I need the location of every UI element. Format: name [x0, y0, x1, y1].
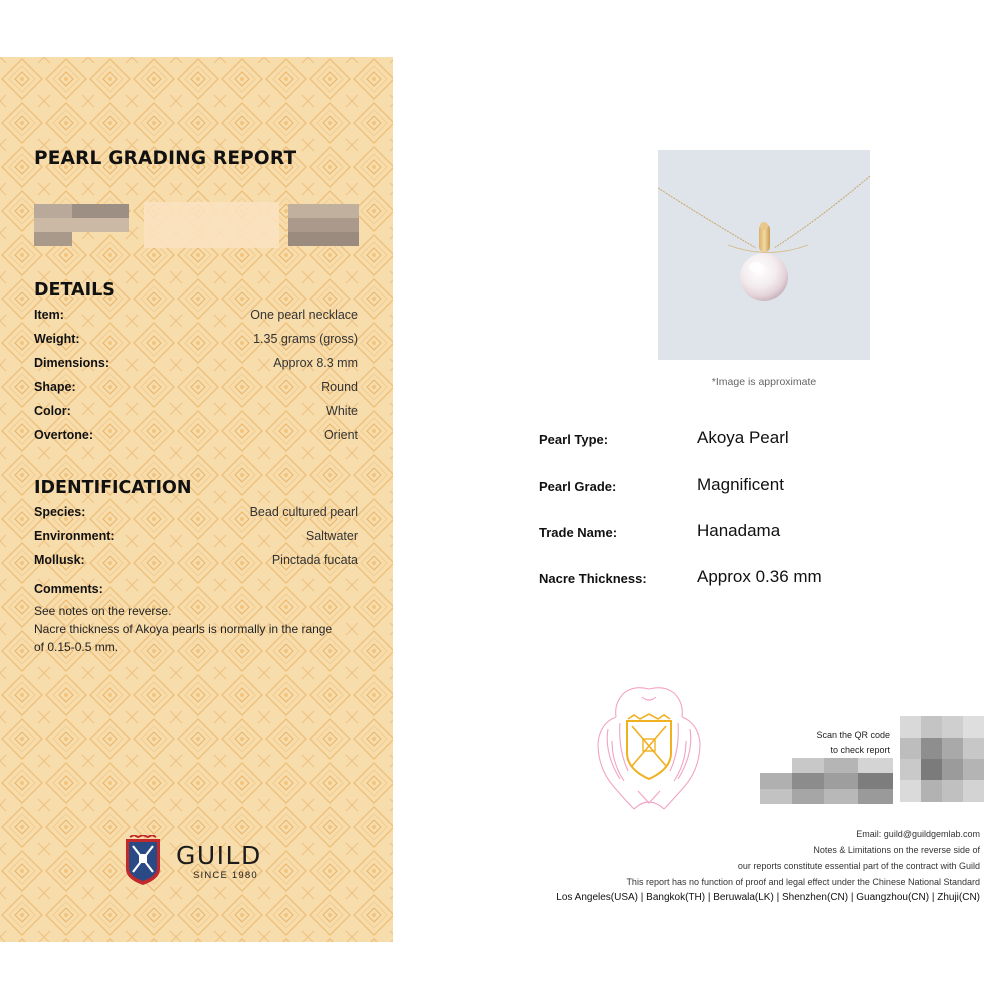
identification-label: Mollusk:	[34, 553, 85, 567]
report-title: PEARL GRADING REPORT	[34, 148, 297, 169]
detail-row-overtone	[34, 428, 358, 448]
footer-note: our reports constitute essential part of the contract with Guild	[737, 861, 980, 871]
redacted-qr-code[interactable]	[900, 716, 984, 802]
comments-text	[34, 602, 364, 656]
detail-row-color	[34, 404, 358, 424]
spec-label: Pearl Grade:	[539, 479, 617, 494]
certificate-panel	[0, 57, 393, 942]
pearl-pendant-photo	[658, 150, 870, 360]
detail-row-shape	[34, 380, 358, 400]
spec-value: Hanadama	[697, 521, 781, 540]
detail-value: Approx 8.3 mm	[273, 356, 358, 370]
qr-instruction-line: Scan the QR code	[816, 730, 890, 740]
detail-row-weight	[34, 332, 358, 352]
detail-label: Dimensions:	[34, 356, 110, 370]
pearl-pendant-illustration	[658, 150, 870, 360]
comments-label: Comments:	[34, 582, 103, 596]
identification-value: Bead cultured pearl	[249, 505, 358, 519]
guild-since-text: SINCE 1980	[193, 870, 258, 881]
comment-line: of 0.15-0.5 mm.	[34, 640, 119, 654]
detail-row-item	[34, 308, 358, 328]
spec-row-pearl-type	[539, 428, 939, 452]
detail-label: Weight:	[34, 332, 80, 346]
detail-label: Color:	[34, 404, 71, 418]
detail-label: Overtone:	[34, 428, 94, 442]
redacted-barcode	[760, 758, 893, 804]
redacted-report-number	[34, 202, 359, 248]
footer-note: Notes & Limitations on the reverse side of	[813, 845, 980, 855]
report-footer	[556, 826, 980, 906]
guild-eagle-seal-icon	[594, 683, 704, 813]
identification-row-mollusk	[34, 553, 358, 573]
detail-value: 1.35 grams (gross)	[253, 332, 358, 346]
identification-value: Saltwater	[305, 529, 358, 543]
spec-value: Akoya Pearl	[697, 428, 789, 447]
footer-locations: Los Angeles(USA) | Bangkok(TH) | Beruwala(LK) | Shenzhen(CN) | Guangzhou(CN) | Zhuji(CN)	[556, 892, 980, 903]
spec-label: Nacre Thickness:	[539, 571, 647, 586]
detail-row-dimensions	[34, 356, 358, 376]
details-heading: DETAILS	[34, 280, 115, 300]
spec-row-nacre-thickness	[539, 567, 939, 591]
identification-row-species	[34, 505, 358, 525]
guild-shield-icon	[124, 835, 162, 887]
detail-value: White	[326, 404, 358, 418]
identification-label: Species:	[34, 505, 86, 519]
guild-logo	[124, 835, 274, 885]
identification-heading: IDENTIFICATION	[34, 478, 192, 498]
detail-value: Round	[321, 380, 358, 394]
footer-email: Email: guild@guildgemlab.com	[856, 829, 980, 839]
comment-line: Nacre thickness of Akoya pearls is normally in the range	[34, 622, 333, 636]
footer-note: This report has no function of proof and legal effect under the Chinese National Standard	[626, 877, 980, 887]
identification-row-environment	[34, 529, 358, 549]
detail-value: Orient	[323, 428, 358, 442]
identification-label: Environment:	[34, 529, 115, 543]
spec-value: Approx 0.36 mm	[697, 567, 822, 586]
qr-instructions	[788, 728, 890, 758]
image-caption: *Image is approximate	[711, 376, 817, 388]
guild-wordmark: GUILD	[176, 841, 262, 870]
identification-value: Pinctada fucata	[271, 553, 358, 567]
spec-row-trade-name	[539, 521, 939, 545]
detail-value: One pearl necklace	[250, 308, 358, 322]
detail-label: Shape:	[34, 380, 76, 394]
spec-row-pearl-grade	[539, 475, 939, 499]
spec-label: Pearl Type:	[539, 432, 609, 447]
qr-instruction-line: to check report	[830, 745, 890, 755]
spec-label: Trade Name:	[539, 525, 618, 540]
spec-value: Magnificent	[697, 475, 784, 494]
detail-label: Item:	[34, 308, 64, 322]
comment-line: See notes on the reverse.	[34, 604, 172, 618]
